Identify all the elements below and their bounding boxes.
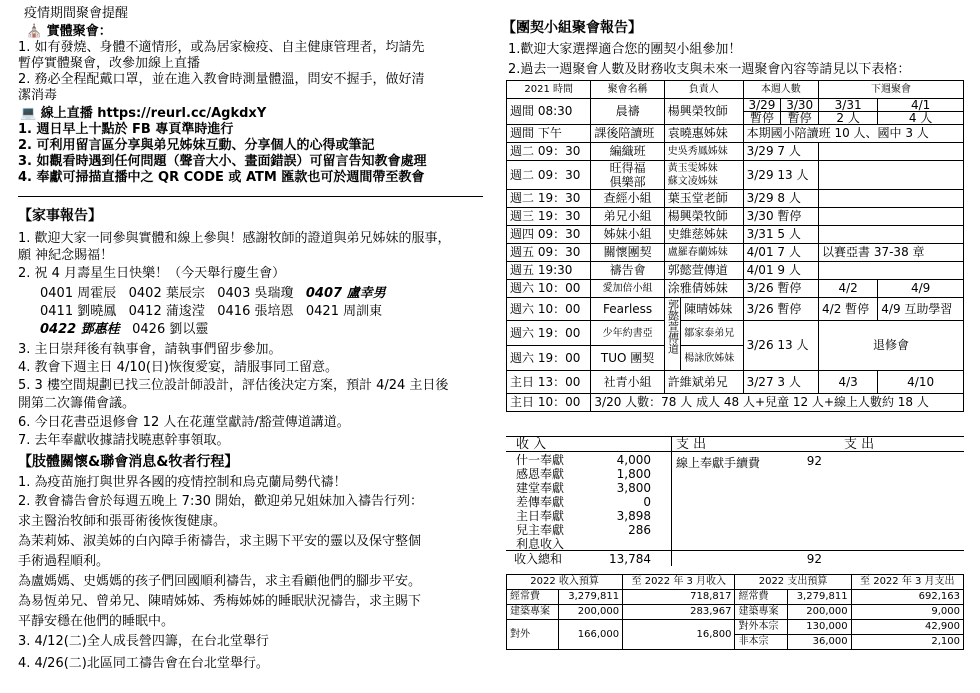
budget-cell: 692,163: [851, 590, 963, 605]
leader-cell: 許維斌弟兄: [664, 371, 743, 394]
name-cell: 社青小組: [591, 371, 664, 394]
birthday-entry: 0401 周霍辰: [40, 286, 117, 301]
week-cell: 4/01 7 人: [743, 244, 818, 262]
family-line-3: 3. 主日崇拜後有執事會，請執事們留步參加。: [18, 342, 282, 357]
week-cell: 3/29 7 人: [743, 143, 818, 161]
fellowship-intro-1: 1.歡迎大家選擇適合您的團契小組參加！: [508, 42, 742, 57]
budget-row: [507, 605, 964, 620]
time-cell: 週六 10：00: [507, 280, 591, 298]
table-row: [507, 298, 964, 321]
status-cell: 4 人: [878, 112, 964, 125]
name-cell: 姊妹小組: [591, 226, 664, 244]
leader-cell: 郭懿萱傳道: [664, 262, 743, 280]
budget-cell: 166,000: [559, 620, 623, 650]
prayer-line: 求主醫治牧師和張哥術後恢復健康。: [18, 514, 227, 529]
time-cell: 主日 10：00: [507, 394, 591, 412]
prayer-title: 【肢體關懷&聯會消息&牧者行程】: [18, 454, 239, 470]
next-cell: [819, 161, 964, 190]
table-row: [507, 394, 964, 412]
birthday-entry: 0416 張培恩: [217, 304, 294, 319]
name-cell: Fearless: [591, 298, 664, 321]
leader-cell: 楊興榮牧師: [664, 99, 743, 125]
leader-cell: 鄒家泰弟兄: [681, 321, 743, 346]
coordinator-cell: 郭懿萱傳道: [664, 298, 680, 371]
table-row: [507, 208, 964, 226]
prayer-line: 4. 4/26(二)北區同工禱告會在台北堂舉行。: [18, 656, 269, 671]
income-value: 3,898: [616, 509, 651, 523]
leader-cell: 史維慈姊妹: [664, 226, 743, 244]
birthday-row-2: [40, 304, 382, 320]
week-cell: 3/29 13 人: [743, 161, 818, 190]
name-cell: 查經小組: [591, 190, 664, 208]
prayer-line: 手術過程順利。: [18, 554, 110, 569]
income-item: 差傳奉獻: [516, 495, 565, 509]
budget-cell: 對外: [507, 620, 559, 650]
date-cell: 3/30: [781, 99, 819, 112]
income-value: 0: [643, 495, 651, 509]
status-cell: 暫停: [743, 112, 781, 125]
name-cell: 旺得福 俱樂部: [591, 161, 664, 190]
birthday-entry: 0403 吳瑞瓊: [217, 286, 294, 301]
family-line-5: 5. 3 樓空間規劃已找三位設計師設計，評估後決定方案，預計 4/24 主日後: [18, 378, 449, 393]
next-cell: [819, 226, 964, 244]
next-cell: 4/10: [878, 371, 964, 394]
budget-cell: 經常費: [507, 590, 559, 605]
income-value: 1,800: [616, 467, 651, 481]
epidemic-item-1: 1. 如有發燒、身體不適情形，或為居家檢疫、自主健康管理者，均請先: [18, 40, 425, 55]
leader-cell: 葉玉堂老師: [664, 190, 743, 208]
finance-vrule: [671, 436, 672, 566]
online-item-1: 1. 週日早上十點於 FB 專頁準時進行: [18, 122, 234, 137]
income-value: 3,800: [616, 481, 651, 495]
date-cell: 3/31: [819, 99, 878, 112]
prayer-line: 2. 教會禱告會於每週五晚上 7:30 開始，歡迎弟兄姐妹加入禱告行列：: [18, 494, 423, 509]
income-item: 感恩奉獻: [516, 467, 565, 481]
time-cell: 主日 13：00: [507, 371, 591, 394]
next-cell: 4/3: [819, 371, 878, 394]
birthday-row-1: [40, 286, 386, 302]
finance-top-rule: [506, 436, 964, 437]
birthday-entry: 0411 劉曉鳳: [40, 304, 117, 319]
header-cell: 負責人: [664, 81, 743, 99]
name-cell: 關懷團契: [591, 244, 664, 262]
total-value: 13,784: [609, 552, 651, 566]
table-row: [507, 280, 964, 298]
week-cell: 3/26 暫停: [743, 298, 818, 321]
info-cell: 3/20 人數：78 人 成人 48 人+兒童 12 人+線上人數約 18 人: [591, 394, 964, 412]
budget-cell: 對外本宗: [735, 620, 787, 635]
prayer-line: 3. 4/12(二)全人成長營四籌，在台北堂舉行: [18, 634, 269, 649]
budget-cell: 42,900: [851, 620, 963, 635]
income-value: 286: [628, 523, 651, 537]
family-line-1b: 願 神紀念賜福！: [18, 248, 114, 263]
table-row: [507, 226, 964, 244]
budget-cell: 36,000: [787, 635, 851, 650]
budget-cell: 3,279,811: [559, 590, 623, 605]
epidemic-item-1b: 暫停實體聚會，改參加線上直播: [18, 56, 201, 71]
budget-cell: 200,000: [787, 605, 851, 620]
birthday-entry: 0412 蒲逡滢: [128, 304, 205, 319]
family-title: 【家事報告】: [18, 208, 102, 224]
budget-cell: 經常費: [735, 590, 787, 605]
budget-cell: 718,817: [623, 590, 735, 605]
week-cell: 3/26 13 人: [743, 321, 818, 371]
income-value: 4,000: [616, 453, 651, 467]
time-cell: 週五 19:30: [507, 262, 591, 280]
family-line-6: 6. 今日花書亞退修會 12 人在花蓮堂獻詩/豁萱傳道講道。: [18, 415, 350, 430]
budget-cell: 283,967: [623, 605, 735, 620]
budget-cell: 130,000: [787, 620, 851, 635]
inperson-label: ⛪ 實體聚會：: [26, 24, 112, 39]
week-cell: 3/30 暫停: [743, 208, 818, 226]
next-cell: [819, 190, 964, 208]
table-row: [507, 262, 964, 280]
online-item-3: 3. 如觀看時遇到任何問題（聲音大小、畫面錯誤）可留言告知教會處理: [18, 154, 427, 169]
prayer-line: 平靜安穩在他們的睡眠中。: [18, 614, 175, 629]
time-cell: 週間 08:30: [507, 99, 591, 125]
name-cell: 課後陪讀班: [591, 125, 664, 143]
header-cell: 2021 時間: [507, 81, 591, 99]
budget-cell: 16,800: [623, 620, 735, 650]
info-cell: 本期國小陪讀班 10 人、國中 3 人: [743, 125, 963, 143]
header-cell: 本週人數: [743, 81, 818, 99]
table-row: [507, 143, 964, 161]
leader-cell: 楊詠欣姊妹: [681, 346, 743, 371]
prayer-line: 為盧媽媽、史媽媽的孩子們回國順利禱告，求主看顧他們的腳步平安。: [18, 574, 422, 589]
budget-cell: 建築專案: [507, 605, 559, 620]
budget-cell: 2,100: [851, 635, 963, 650]
finance-section: [506, 436, 964, 568]
leader-cell: 涂雅倩姊妹: [664, 280, 743, 298]
prayer-line: 為茉莉姊、淑美姊的白內障手術禱告，求主賜下平安的靈以及保守整個: [18, 534, 422, 549]
birthday-row-3: [40, 322, 208, 338]
table-header: [507, 81, 964, 99]
header-cell: 至 2022 年 3 月支出: [851, 575, 963, 590]
income-item: 兒主奉獻: [516, 523, 565, 537]
epidemic-item-2: 2. 務必全程配戴口罩，並在進入教會時測量體溫，問安不握手，做好清: [18, 72, 425, 87]
computer-icon: 💻: [20, 106, 37, 121]
header-cell: 2022 支出預算: [735, 575, 851, 590]
birthday-entry: 0402 葉辰宗: [128, 286, 205, 301]
next-cell: 以賽亞書 37-38 章: [819, 244, 964, 262]
week-cell: 3/29 8 人: [743, 190, 818, 208]
family-line-5b: 開第二次籌備會議。: [18, 396, 136, 411]
online-label: 💻 線上直播 https://reurl.cc/AgkdxY: [20, 106, 267, 121]
leader-cell: 史吳秀鳳姊妹: [664, 143, 743, 161]
leader-cell: 楊興榮牧師: [664, 208, 743, 226]
next-cell: [819, 143, 964, 161]
birthday-entry: 0426 劉以靈: [132, 322, 209, 337]
time-cell: 週五 09：30: [507, 244, 591, 262]
budget-header: [507, 575, 964, 590]
total-expense: 92: [806, 552, 822, 566]
income-item: 建堂奉獻: [516, 481, 565, 495]
table-row: [507, 321, 964, 346]
next-cell: 4/2: [819, 280, 878, 298]
header-cell: 聚會名稱: [591, 81, 664, 99]
income-header: 收 入: [516, 437, 547, 452]
table-row: [507, 161, 964, 190]
fellowship-table: [506, 80, 964, 412]
next-cell: 4/2 暫停: [819, 298, 878, 321]
time-cell: 週六 10：00: [507, 298, 591, 321]
status-cell: 2 人: [819, 112, 878, 125]
week-cell: 4/01 9 人: [743, 262, 818, 280]
next-cell: 退修會: [819, 321, 964, 371]
time-cell: 週二 09：30: [507, 143, 591, 161]
name-cell: 弟兄小組: [591, 208, 664, 226]
family-line-7: 7. 去年奉獻收據請找曉惠幹事領取。: [18, 433, 230, 448]
next-cell: [819, 208, 964, 226]
budget-cell: 建築專案: [735, 605, 787, 620]
birthday-entry: 0422 鄧惠桂: [40, 322, 120, 337]
fellowship-intro-2: 2.過去一週聚會人數及財務收支與未來一週聚會內容等請見以下表格：: [508, 62, 911, 77]
name-cell: TUO 團契: [591, 346, 664, 371]
church-icon: ⛪: [26, 24, 43, 39]
next-cell: [819, 262, 964, 280]
expense-header-2: 支 出: [844, 437, 875, 452]
leader-cell: 黃玉雯姊妹 蘇文凌姊妹: [664, 161, 743, 190]
header-cell: 至 2022 年 3 月收入: [623, 575, 735, 590]
name-cell: 編織班: [591, 143, 664, 161]
leader-cell: 陳晴姊妹: [681, 298, 743, 321]
finance-total-rule: [506, 550, 964, 551]
header-cell: 2022 收入預算: [507, 575, 623, 590]
next-cell: 4/9 互助學習: [878, 298, 964, 321]
table-row: [507, 371, 964, 394]
family-line-4: 4. 教會下週主日 4/10(日)恢復愛宴，請服事同工留意。: [18, 360, 339, 375]
next-cell: 4/9: [878, 280, 964, 298]
income-item: 主日奉獻: [516, 509, 565, 523]
budget-cell: 200,000: [559, 605, 623, 620]
budget-cell: 3,279,811: [787, 590, 851, 605]
epidemic-title: 疫情期間聚會提醒: [24, 6, 129, 21]
divider: [18, 196, 483, 197]
budget-row: [507, 620, 964, 635]
budget-table: [506, 574, 964, 650]
income-item: 什一奉獻: [516, 453, 565, 467]
status-cell: 暫停: [781, 112, 819, 125]
online-item-4: 4. 奉獻可掃描直播中之 QR CODE 或 ATM 匯款也可於週間帶至教會: [18, 170, 425, 185]
expense-header: 支 出: [676, 437, 707, 452]
time-cell: 週二 09：30: [507, 161, 591, 190]
expense-value: 92: [806, 454, 822, 468]
budget-cell: 9,000: [851, 605, 963, 620]
table-row: [507, 190, 964, 208]
time-cell: 週三 19：30: [507, 208, 591, 226]
table-row: [507, 125, 964, 143]
prayer-line: 1. 為疫苗施打與世界各國的疫情控制和烏克蘭局勢代禱！: [18, 475, 347, 490]
expense-item: 線上奉獻手續費: [676, 456, 761, 470]
income-item: 利息收入: [516, 537, 565, 551]
fellowship-title: 【團契小組聚會報告】: [502, 20, 642, 36]
birthday-entry: 0407 盧幸男: [305, 286, 386, 301]
budget-row: [507, 590, 964, 605]
leader-cell: 盧羅春蘭姊妹: [664, 244, 743, 262]
header-cell: 下週聚會: [819, 81, 964, 99]
online-item-2: 2. 可利用留言區分享與弟兄姊妹互動、分享個人的心得或筆記: [18, 138, 375, 153]
prayer-line: 為易恆弟兄、曾弟兄、陳晴姊姊、秀梅姊姊的睡眠狀況禱告，求主賜下: [18, 594, 422, 609]
date-cell: 3/29: [743, 99, 781, 112]
total-label: 收入總和: [514, 552, 563, 566]
time-cell: 週間 下午: [507, 125, 591, 143]
family-line-1: 1. 歡迎大家一同參與實體和線上參與！感謝牧師的證道與弟兄姊妹的服事，: [18, 231, 451, 246]
week-cell: 3/31 5 人: [743, 226, 818, 244]
time-cell: 週四 09：30: [507, 226, 591, 244]
budget-cell: 非本宗: [735, 635, 787, 650]
name-cell: 少年約書亞: [591, 321, 664, 346]
epidemic-item-2b: 潔消毒: [18, 88, 58, 103]
time-cell: 週六 19：00: [507, 346, 591, 371]
name-cell: 愛加倍小組: [591, 280, 664, 298]
birthday-entry: 0421 周訓東: [305, 304, 383, 319]
table-row: [507, 99, 964, 112]
time-cell: 週六 19：00: [507, 321, 591, 346]
time-cell: 週二 19：30: [507, 190, 591, 208]
finance-header-rule: [506, 451, 964, 452]
table-row: [507, 244, 964, 262]
name-cell: 晨禱: [591, 99, 664, 125]
leader-cell: 袁曉惠姊妹: [664, 125, 743, 143]
week-cell: 3/26 暫停: [743, 280, 818, 298]
name-cell: 禱告會: [591, 262, 664, 280]
week-cell: 3/27 3 人: [743, 371, 818, 394]
family-line-2: 2. 祝 4 月壽星生日快樂！（今天舉行慶生會）: [18, 266, 286, 281]
date-cell: 4/1: [878, 99, 964, 112]
